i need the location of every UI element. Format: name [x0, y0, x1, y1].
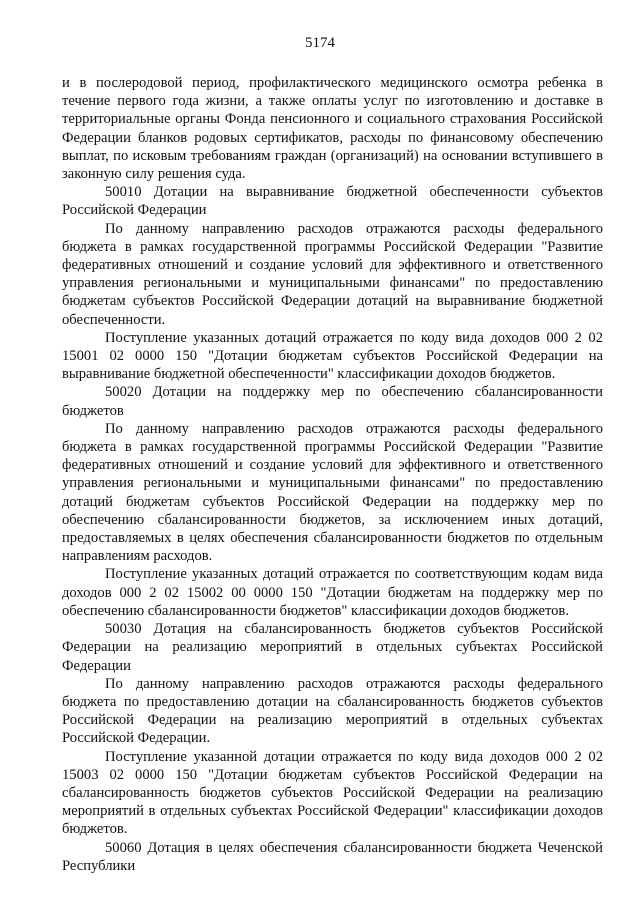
paragraph-50010-description: По данному направлению расходов отражаются расходы федерального бюджета в рамках государственной программы Российской Федерации "Развитие федеративных отношений и создание условий для эффективного и ответственного управления региональными и муниципальными финансами" по предоставлению бюджетам субъектов Российской Федерации дотаций на выравнивание бюджетной обеспеченности. [62, 220, 603, 328]
paragraph-50030-income: Поступление указанной дотации отражается по коду вида доходов 000 2 02 15003 02 0000 150 "Дотации бюджетам субъектов Российской Федерации на сбалансированность бюджетов субъектов Российской Федерации на реализацию мероприятий в отдельных субъектах Российской Федерации" классификации доходов бюджетов. [62, 748, 603, 838]
paragraph-50010-income: Поступление указанных дотаций отражается по коду вида доходов 000 2 02 15001 02 0000 150 "Дотации бюджетам субъектов Российской Федерации на выравнивание бюджетной обеспеченности" классификации доходов бюджетов. [62, 329, 603, 383]
paragraph-50020-income: Поступление указанных дотаций отражается по соответствующим кодам вида доходов 000 2 02 15002 00 0000 150 "Дотации бюджетам на поддержку мер по обеспечению сбалансированности бюджетов" классификации доходов бюджетов. [62, 566, 603, 619]
heading-50010: 50010 Дотации на выравнивание бюджетной обеспеченности субъектов Российской Федерации [62, 184, 603, 219]
paragraph-50020-description: По данному направлению расходов отражаются расходы федерального бюджета в рамках государственной программы Российской Федерации "Развитие федеративных отношений и создание условий для эффективного и ответственного управления региональными и муниципальными финансами" по предоставлению дотаций бюджетам субъектов Российской Федерации на поддержку мер по обеспечению сбалансированности бюджетов, за исключением иных дотаций, предоставляемых в целях обеспечения сбалансированности бюджетов по отдельным направлениям расходов. [62, 420, 603, 565]
heading-50060: 50060 Дотация в целях обеспечения сбалансированности бюджета Чеченской Республики [62, 839, 603, 874]
page-number: 5174 [305, 35, 335, 51]
heading-50020: 50020 Дотации на поддержку мер по обеспечению сбалансированности бюджетов [62, 384, 603, 419]
paragraph-continuation: и в послеродовой период, профилактического медицинского осмотра ребенка в течение первого года жизни, а также оплаты услуг по изготовлению и доставке в территориальные органы Фонда пенсионного и социального страхования Российской Федерации бланков родовых сертификатов, расходы по финансовому обеспечению выплат, по исковым требованиям граждан (организаций) на основании вступившего в законную силу решения суда. [62, 75, 603, 183]
paragraph-50030-description: По данному направлению расходов отражаются расходы федерального бюджета по предоставлению дотации на сбалансированность бюджетов субъектов Российской Федерации на реализацию мероприятий в отдельных субъектах Российской Федерации. [62, 675, 603, 747]
heading-50030: 50030 Дотация на сбалансированность бюджетов субъектов Российской Федерации на реализацию мероприятий в отдельных субъектах Российской Федерации [62, 621, 603, 674]
document-body [62, 74, 603, 875]
